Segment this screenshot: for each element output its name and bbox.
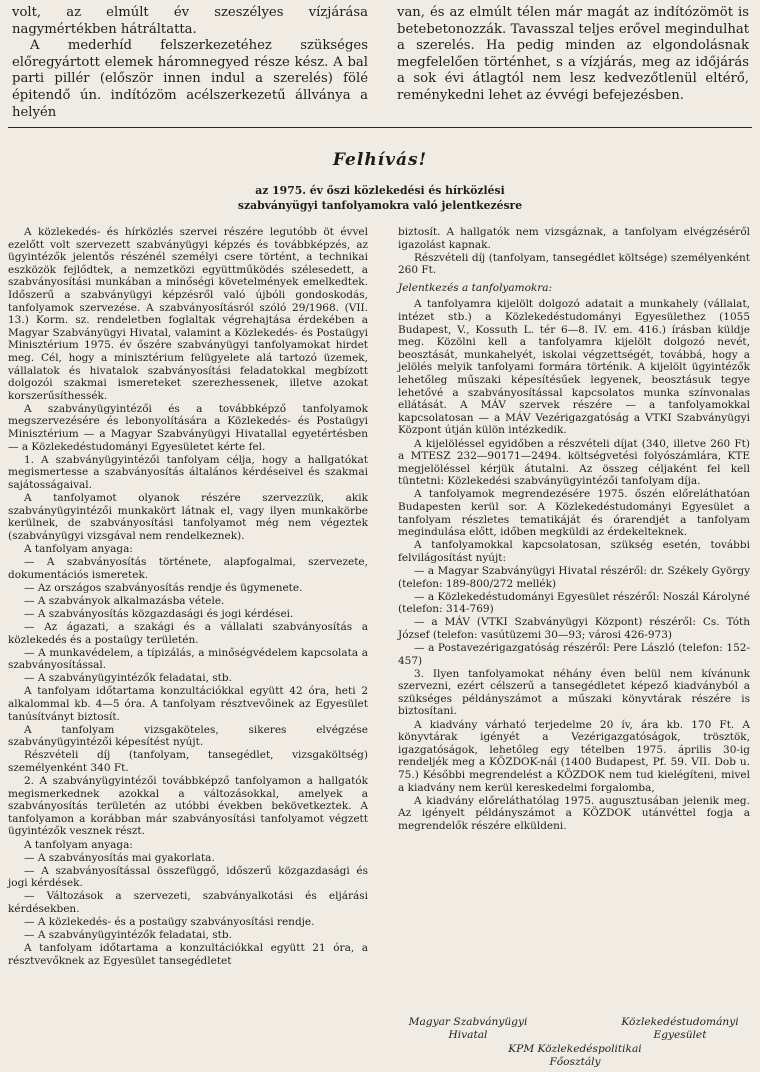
paragraph: Részvételi díj (tanfolyam, tansegédlet költsége) személyenként 260 Ft. bbox=[398, 251, 750, 277]
paragraph: — A szabványosítással összefüggő, időszerű közgazdasági és jogi kérdések. bbox=[8, 864, 368, 890]
paragraph: Részvételi díj (tanfolyam, tansegédlet, vizsgaköltség) személyenként 340 Ft. bbox=[8, 749, 368, 774]
paragraph: — A szabványügyintézők feladatai, stb. bbox=[24, 929, 232, 942]
paragraph: — a Magyar Szabványügyi Hivatal részéről: dr. Székely György (telefon: 189-800/272 mellék) bbox=[398, 564, 750, 590]
paragraph: biztosít. A hallgatók nem vizsgáznak, a tanfolyam elvégzéséről igazolást kapnak. bbox=[398, 226, 750, 251]
paragraph: 1. A szabványügyintézői tanfolyam célja, hogy a hallgatókat megismertesse a szabványosítás általános kérdéseivel és szakmai sajátosságaival. bbox=[8, 453, 368, 491]
continuation-left-column bbox=[12, 5, 368, 121]
paragraph: van, és az elmúlt télen már magát az indítózömöt is betebetonozzák. Tavasszal teljes erővel megindulhat a szerelés. Ha pedig minden az elgondolásnak megfelelően történhet, s a vízjárás, meg az időjárás a sok évi átlagtól nem lesz kedvezőtlenül eltérő, reménykedni lehet az évvégi befejezésben. bbox=[397, 5, 749, 103]
notice-subtitle bbox=[0, 184, 760, 213]
paragraph: A tanfolyamot olyanok részére szervezzük, akik szabványügyintézői munkakört látnak el, vagy ilyen munkakörbe kerülnek, de szabványosítási tanfolyamot még nem végeztek (szabványügyi vizsgával nem rendelkeznek). bbox=[8, 491, 368, 542]
paragraph: A mederhíd felszerkezetéhez szükséges előregyártott elemek háromnegyed része kész. A bal parti pillér (először innen indul a szerelés) fölé épitendő ún. indítózöm acélszerkezetű állványa a helyén bbox=[12, 38, 368, 120]
notice-title: Felhívás! bbox=[332, 150, 428, 170]
paragraph: volt, az elmúlt év szeszélyes vízjárása nagymértékben hátráltatta. bbox=[12, 5, 368, 37]
signature-line: KPM Közlekedéspolitikai bbox=[508, 1043, 642, 1055]
paragraph: A tanfolyamra kijelölt dolgozó adatait a munkahely (vállalat, intézet stb.) a Közlekedéstudományi Egyesülethez (1055 Budapest, V., Kossuth L. tér 6—8. IV. em. 416.) írásban küldje meg. Közölni kell a tanfolyamra kijelölt dolgozó nevét, beosztását, munkahelyét, iskolai végzettségét, továbbá, hogy a jelölés melyik tanfolyami formára történik. A kijelölt ügyintézők lehetőleg műszaki képesítésűek legyenek, beosztásuk tegye lehetővé a szabványosítással kapcsolatos munka színvonalas ellátását. A MÁV szervek részére — a tanfolyamokkal kapcsolatosan — a MÁV Vezérigazgatóság a VTKI Szabványügyi Központ útján külön intézkedik. bbox=[398, 298, 750, 437]
paragraph: A tanfolyam időtartama konzultációkkal együtt 42 óra, heti 2 alkalommal kb. 4—5 óra. A tanfolyam résztvevőinek az Egyesület tanúsítványt biztosít. bbox=[8, 685, 368, 723]
signature-line: Hivatal bbox=[448, 1029, 488, 1041]
paragraph: A tanfolyam anyaga: bbox=[24, 838, 133, 851]
paragraph: 2. A szabványügyintézői továbbképző tanfolyamon a hallgatók megismerkednek azokkal a változásokkal, amelyek a szabványosítás területén az utóbbi években bekövetkeztek. A tanfolyamon a korábban már szabványosítási tanfolyamot végzett ügyintézők vesznek részt. bbox=[8, 775, 368, 838]
signature-line: Közlekedéstudományi bbox=[621, 1016, 739, 1028]
subtitle-line: szabványügyi tanfolyamokra való jelentkezésre bbox=[237, 198, 523, 212]
paragraph: — a Közlekedéstudományi Egyesület részéről: Noszál Károlyné (telefon: 314-769) bbox=[398, 590, 750, 616]
paragraph: A közlekedés- és hírközlés szervei részére legutóbb öt évvel ezelőtt volt szervezett szabványügyi képzés és továbbképzés, az ügyintézők jelentős részénél személyi csere történt, a technikai eszközök fejlődtek, a nemzetközi együttműködés szélesedett, a szabványosítási munkában a minőségi követelmények emelkedtek. Időszerű a szabványügyi képzésről való újbóli gondoskodás, tanfolyamok szervezése. A szabványosításról szóló 29/1968. (VII. 13.) Korm. sz. rendeletben foglaltak végrehajtása érdekében a Magyar Szabványügyi Hivatal, valamint a Közlekedés- és Postaügyi Minisztérium 1975. év őszére szabványügyi tanfolyamokat hirdet meg. Cél, hogy a minisztérium felügyelete alá tartozó üzemek, vállalatok és hivatalok szabványosítási feladatokkal megbízott dolgozói szakmai ismereteket szerezhessenek, illetve azokat korszerűsíthessék. bbox=[8, 226, 368, 402]
right-column bbox=[398, 226, 750, 833]
paragraph: — A szabványosítás közgazdasági és jogi kérdései. bbox=[24, 607, 294, 620]
paragraph: — A szabványosítás mai gyakorlata. bbox=[24, 851, 215, 864]
subtitle-line: az 1975. év őszi közlekedési és hírközlési bbox=[255, 184, 505, 197]
paragraph: — A szabványügyintézők feladatai, stb. bbox=[24, 672, 232, 685]
paragraph: — Változások a szervezeti, szabványalkotási és eljárási kérdésekben. bbox=[8, 890, 368, 915]
paragraph: — a Postavezérigazgatóság részéről: Pere László (telefon: 152-457) bbox=[398, 642, 750, 667]
paragraph: A tanfolyam anyaga: bbox=[24, 542, 133, 555]
paragraph: A tanfolyam időtartama a konzultációkkal együtt 21 óra, a résztvevőknek az Egyesület tansegédletet bbox=[8, 942, 368, 967]
paragraph: 3. Ilyen tanfolyamokat néhány éven belül nem kívánunk szervezni, ezért célszerű a tansegédletet képező kiadványból a szükséges példányszámot a műszaki könyvtárak részére is biztosítani. bbox=[398, 667, 750, 718]
paragraph: — Az országos szabványosítás rendje és ügymenete. bbox=[24, 581, 303, 594]
left-column bbox=[8, 226, 368, 968]
continuation-right-column bbox=[397, 5, 749, 105]
paragraph: — a MÁV (VTKI Szabványügyi Központ) részéről: Cs. Tóth József (telefon: vasútüzemi 30—93; városi 426-973) bbox=[398, 616, 750, 641]
signature-line: Magyar Szabványügyi bbox=[408, 1016, 528, 1028]
paragraph: — A munkavédelem, a típizálás, a minőségvédelem kapcsolata a szabványosítással. bbox=[8, 646, 368, 672]
paragraph: — A közlekedés- és a postaügy szabványosítási rendje. bbox=[24, 916, 315, 929]
paragraph: A tanfolyamokkal kapcsolatosan, szükség esetén, további felvilágosítást nyújt: bbox=[398, 539, 750, 564]
signature-line: Főosztály bbox=[549, 1056, 601, 1068]
section-divider bbox=[8, 127, 752, 128]
paragraph: — Az ágazati, a szakági és a vállalati szabványosítás a közlekedés és a postaügy területén. bbox=[8, 620, 368, 646]
paragraph: — A szabványosítás története, alapfogalmai, szervezete, dokumentációs ismeretek. bbox=[8, 555, 368, 581]
signature-kte bbox=[600, 1016, 760, 1042]
paragraph: A kijelöléssel egyidőben a részvételi díjat (340, illetve 260 Ft) a MTESZ 232—90171—2494. költségvetési folyószámlára, KTE megjelöléssel kérjük átutalni. Az összeg céljaként fel kell tüntetni: Közlekedési szabványügyintézői tanfolyam díja. bbox=[398, 437, 750, 488]
paragraph: A szabványügyintézői és a továbbképző tanfolyamok megszervezésére és lebonyolítására a Közlekedés- és Postaügyi Minisztérium — a Magyar Szabványügyi Hivatallal egyetértésben — a Közlekedéstudományi Egyesületet kérte fel. bbox=[8, 402, 368, 453]
paragraph: A kiadvány várható terjedelme 20 ív, ára kb. 170 Ft. A könyvtárak igényét a Vezérigazgatóságok, trösztök, igazgatóságok, lehetőleg egy tételben 1975. április 30-ig rendeljék meg a KÖZDOK-nál (1400 Budapest, Pf. 59. VII. Dob u. 75.) Későbbi megrendelést a KÖZDOK nem tud kielégíteni, mivel a kiadvány nem kerül kereskedelmi forgalomba, bbox=[398, 718, 750, 794]
signature-kpm bbox=[470, 1043, 680, 1069]
paragraph: A kiadvány előreláthatólag 1975. augusztusában jelenik meg. Az igényelt példányszámot a KÖZDOK utánvéttel fogja a megrendelők részére elküldeni. bbox=[398, 794, 750, 832]
paragraph: — A szabványok alkalmazásba vétele. bbox=[24, 594, 225, 607]
signature-msz-hivatal bbox=[388, 1016, 548, 1042]
paragraph: A tanfolyamok megrendezésére 1975. őszén előreláthatóan Budapesten kerül sor. A Közlekedéstudományi Egyesület a tanfolyam részletes tematikáját és órarendjét a tanfolyam megindulása előtt, időben megküldi az érdekelteknek. bbox=[398, 488, 750, 539]
signature-line: Egyesület bbox=[653, 1029, 707, 1041]
paragraph: A tanfolyam vizsgaköteles, sikeres elvégzése szabványügyintézői képesítést nyújt. bbox=[8, 723, 368, 749]
section-heading: Jelentkezés a tanfolyamokra: bbox=[398, 281, 553, 294]
